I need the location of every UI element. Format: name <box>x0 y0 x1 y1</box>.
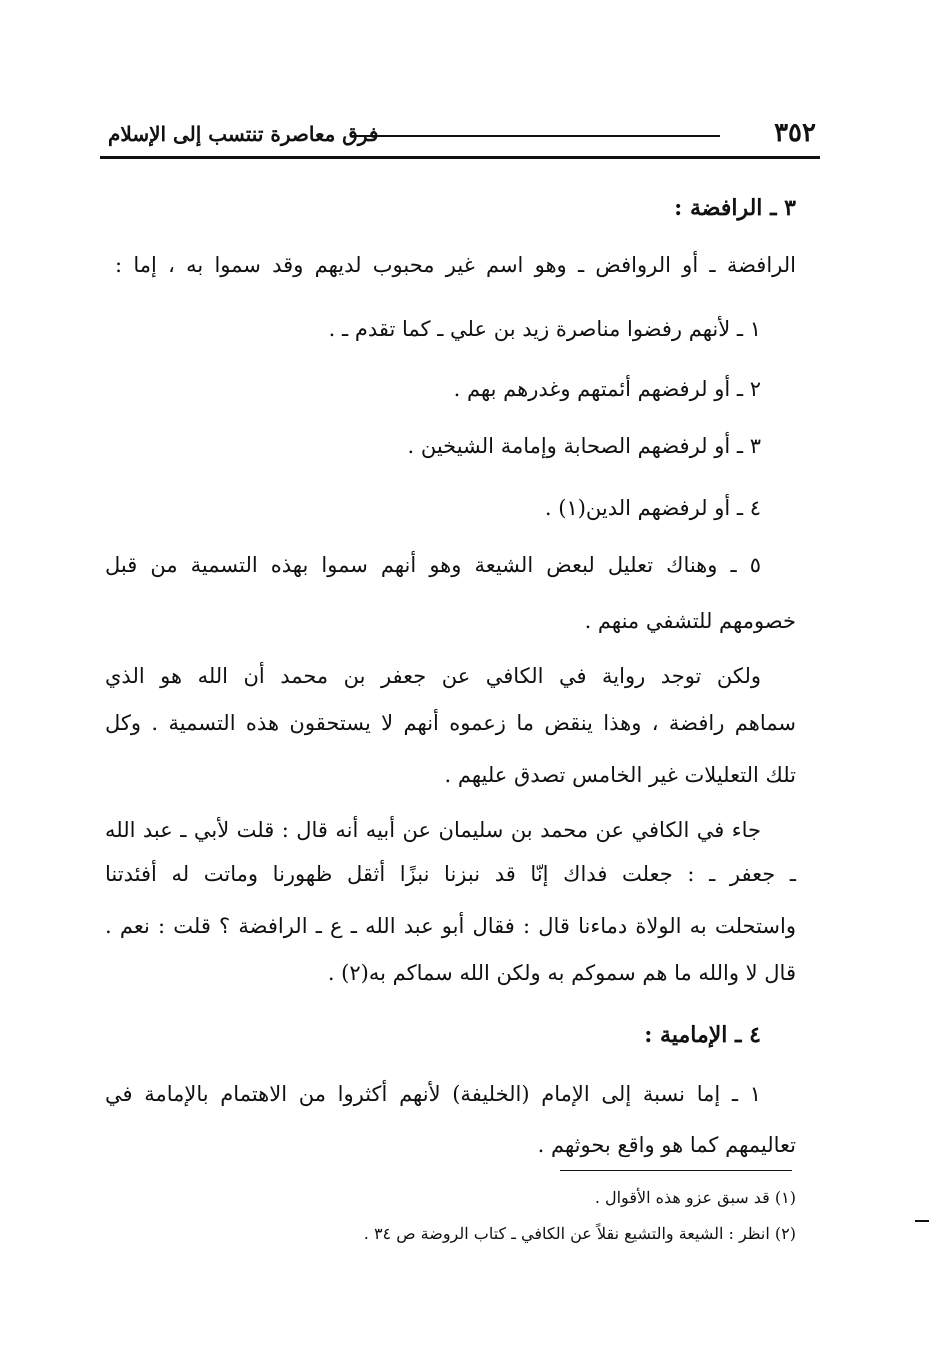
page-number: ٣٥٢ <box>774 118 816 148</box>
list-item-1: ١ ـ لأنهم رفضوا مناصرة زيد بن علي ـ كما تقدم ـ . <box>328 317 761 341</box>
list-item-3: ٣ ـ أو لرفضهم الصحابة وإمامة الشيخين . <box>407 434 761 458</box>
paragraph-1-line3: تلك التعليلات غير الخامس تصدق عليهم . <box>444 763 796 787</box>
imamiyya-line2: تعاليمهم كما هو واقع بحوثهم . <box>537 1133 796 1157</box>
paragraph-2-line1: جاء في الكافي عن محمد بن سليمان عن أبيه أنه قال : قلت لأبي ـ عبد الله <box>105 818 761 842</box>
footnote-1: (١) قد سبق عزو هذه الأقوال . <box>594 1188 796 1207</box>
section-heading-rafida: ٣ ـ الرافضة : <box>674 195 796 221</box>
paragraph-2-line3: واستحلت به الولاة دماءنا قال : فقال أبو عبد الله ـ ع ـ الرافضة ؟ قلت : نعم . <box>105 914 796 938</box>
header-rule <box>100 156 820 159</box>
paragraph-2-line4: قال لا والله ما هم سموكم به ولكن الله سماكم به(٢) . <box>327 961 796 985</box>
margin-mark <box>915 1220 929 1222</box>
page-header <box>100 112 820 162</box>
header-divider <box>350 135 720 137</box>
rafida-intro: الرافضة ـ أو الروافض ـ وهو اسم غير محبوب لديهم وقد سموا به ، إما : <box>115 253 796 277</box>
list-item-2: ٢ ـ أو لرفضهم أئمتهم وغدرهم بهم . <box>453 377 761 401</box>
imamiyya-line1: ١ ـ إما نسبة إلى الإمام (الخليفة) لأنهم أكثروا من الاهتمام بالإمامة في <box>105 1082 761 1106</box>
list-item-5-line2: خصومهم للتشفي منهم . <box>584 609 796 633</box>
section-heading-imamiyya: ٤ ـ الإمامية : <box>644 1022 761 1048</box>
footnote-separator <box>560 1170 792 1171</box>
list-item-4: ٤ ـ أو لرفضهم الدين(١) . <box>544 496 761 520</box>
paragraph-2-line2: ـ جعفر ـ : جعلت فداك إنّا قد نبزنا نبزًا أثقل ظهورنا وماتت له أفئدتنا <box>105 862 796 886</box>
footnote-2: (٢) انظر : الشيعة والتشيع نقلاً عن الكافي ـ كتاب الروضة ص ٣٤ . <box>363 1224 796 1243</box>
paragraph-1-line2: سماهم رافضة ، وهذا ينقض ما زعموه أنهم لا يستحقون هذه التسمية . وكل <box>105 711 796 735</box>
paragraph-1-line1: ولكن توجد رواية في الكافي عن جعفر بن محمد أن الله هو الذي <box>105 664 761 688</box>
list-item-5-line1: ٥ ـ وهناك تعليل لبعض الشيعة وهو أنهم سموا بهذه التسمية من قبل <box>105 553 761 577</box>
running-title: فرق معاصرة تنتسب إلى الإسلام <box>108 122 379 146</box>
